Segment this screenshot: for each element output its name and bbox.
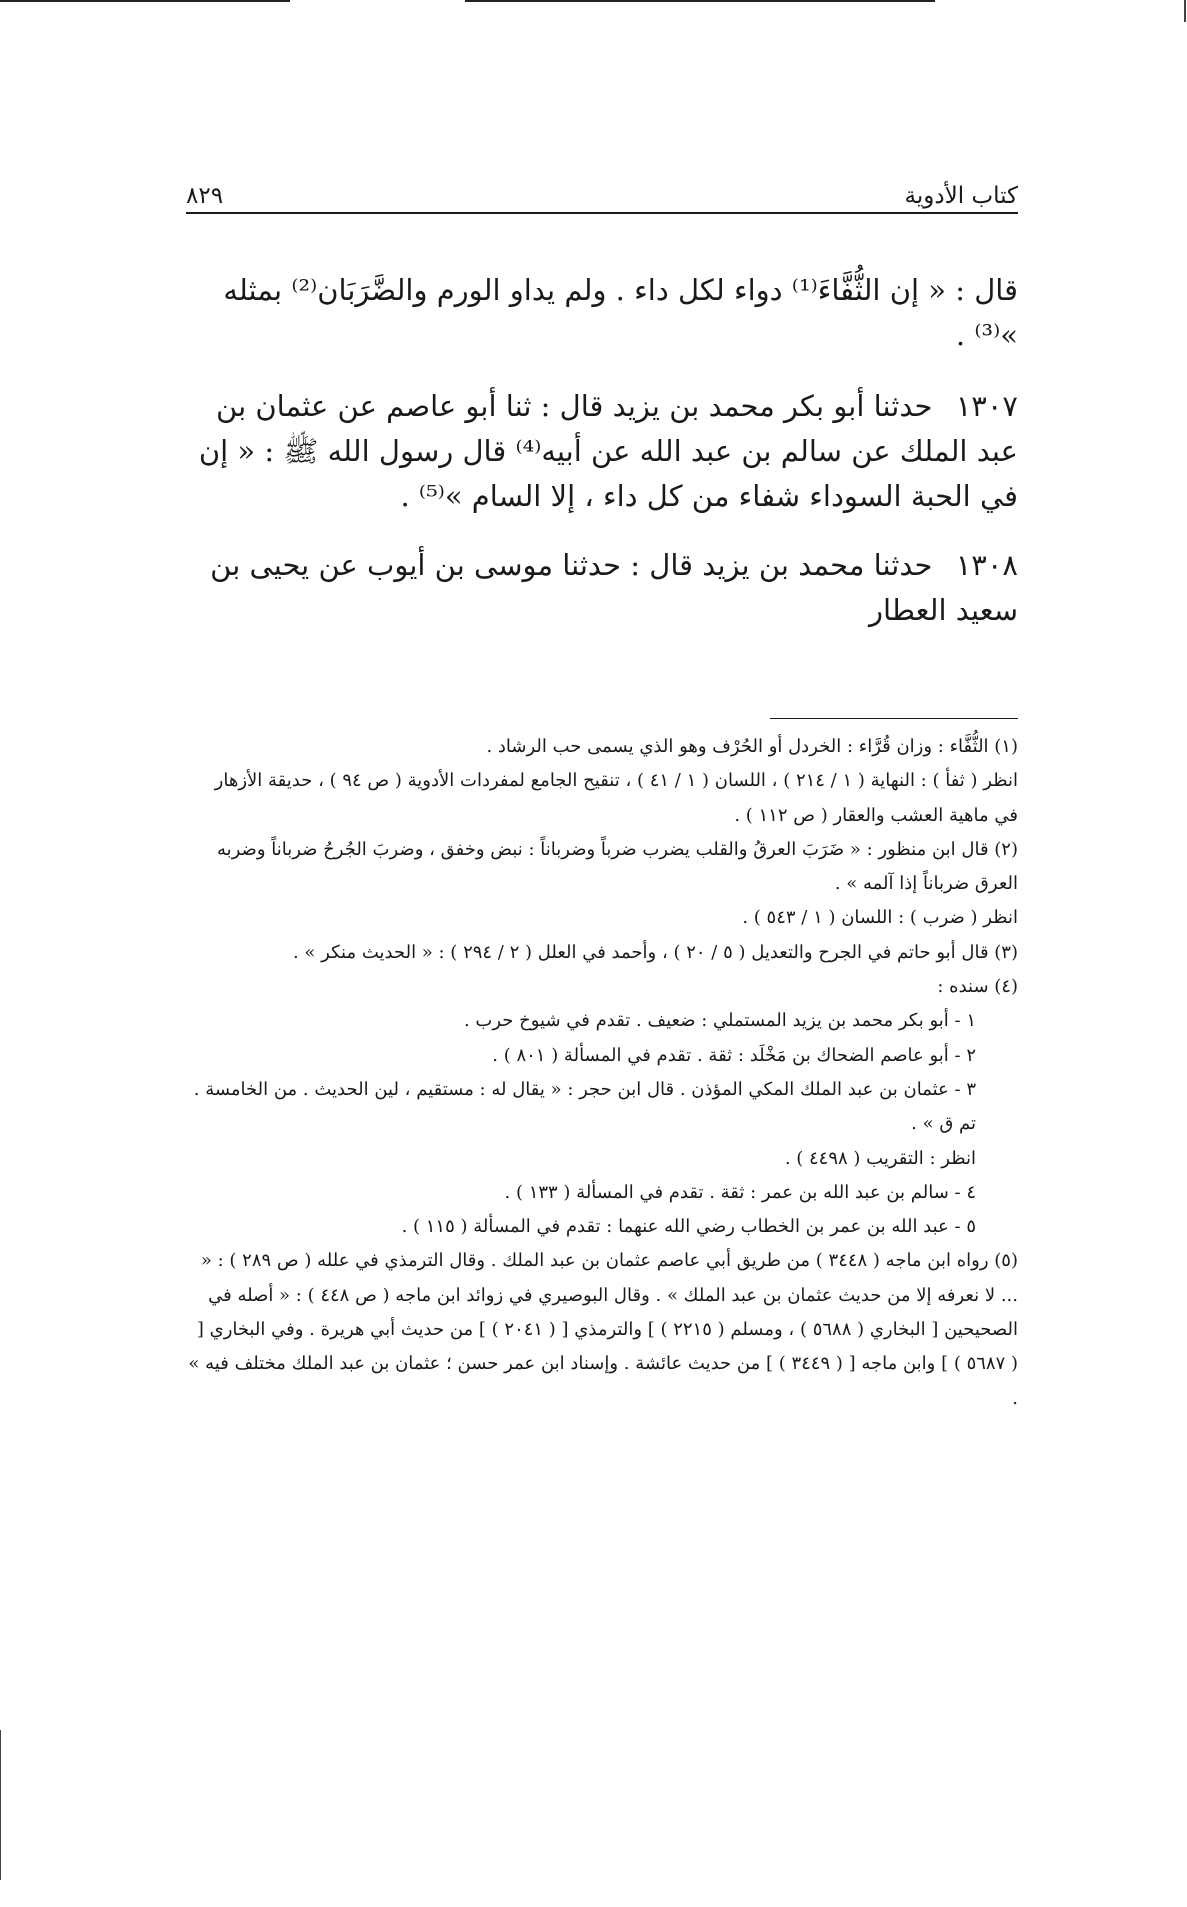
footnote-4-item-2: ٢ - أبو عاصم الضحاك بن مَخْلَد : ثقة . تقدم في المسألة ( ٨٠١ ) .	[492, 1044, 976, 1066]
hadith-1307	[186, 384, 1018, 519]
hadith-1308	[186, 543, 1018, 633]
footnote-4-item-5: ٥ - عبد الله بن عمر بن الخطاب رضي الله عنهما : تقدم في المسألة ( ١١٥ ) .	[401, 1216, 976, 1238]
scan-edge-mark	[1184, 0, 1186, 22]
book-title: كتاب الأدوية	[904, 183, 1018, 209]
footnote-3: (٣) قال أبو حاتم في الجرح والتعديل ( ٥ / ٢٠ ) ، وأحمد في العلل ( ٢ / ٢٩٤ ) : « الحديث منكر » .	[292, 941, 1018, 963]
footnotes	[186, 730, 1018, 1416]
top-edge-rule	[0, 0, 290, 2]
top-edge-rule	[465, 0, 935, 2]
footnote-4: (٤) سنده :	[937, 976, 1018, 998]
hadith-text: حدثنا محمد بن يزيد قال : حدثنا موسى بن أيوب عن يحيى بن سعيد العطار	[210, 548, 1018, 627]
footnote-1-refs: انظر ( ثفأ ) : النهاية ( ١ / ٢١٤ ) ، اللسان ( ١ / ٤١ ) ، تنقيح الجامع لمفردات الأدوية ( ص ٩٤ ) ، حديقة الأزهار في ماهية العشب والعقار ( ص ١١٢ ) .	[214, 770, 1018, 826]
hadith-number: ١٣٠٧	[955, 389, 1018, 423]
hadith-number: ١٣٠٨	[955, 548, 1018, 582]
scan-edge-mark	[0, 1730, 1, 1880]
hadith-text: حدثنا أبو بكر محمد بن يزيد قال : ثنا أبو عاصم عن عثمان بن عبد الملك عن سالم بن عبد الله عن أبيه⁽⁴⁾ قال رسول الله ﷺ : « إن في الحبة السوداء شفاء من كل داء ، إلا السام »⁽⁵⁾ .	[198, 389, 1018, 513]
footnote-separator	[770, 718, 1018, 719]
footnote-2-refs: انظر ( ضرب ) : اللسان ( ١ / ٥٤٣ ) .	[742, 907, 1018, 929]
footnote-1: (١) الثُّفَّاء : وزان قُرَّاء : الخردل أو الحُرْف وهو الذي يسمى حب الرشاد .	[486, 736, 1018, 757]
main-text	[186, 268, 1018, 657]
footnote-4-item-1: ١ - أبو بكر محمد بن يزيد المستملي : ضعيف . تقدم في شيوخ حرب .	[463, 1010, 976, 1032]
footnote-4-item-4: ٤ - سالم بن عبد الله بن عمر : ثقة . تقدم في المسألة ( ١٣٣ ) .	[504, 1181, 976, 1203]
page-header	[186, 174, 1018, 214]
page-number: ٨٢٩	[186, 183, 224, 209]
continuation-paragraph: قال : « إن الثُّفَّاءَ⁽¹⁾ دواء لكل داء . ولم يداو الورم والضَّرَبَان⁽²⁾ بمثله »⁽³⁾ .	[223, 273, 1018, 352]
footnote-4-item-3: ٣ - عثمان بن عبد الملك المكي المؤذن . قال ابن حجر : « يقال له : مستقيم ، لين الحديث . من الخامسة . تم ق » .	[193, 1078, 976, 1135]
footnote-2: (٢) قال ابن منظور : « ضَرَبَ العرقُ والقلب يضرب ضرباً وضرباناً : نبض وخفق ، وضربَ الجُرحُ ضرباناً وضربه العرق ضرباناً إذا آلمه » .	[216, 838, 1018, 895]
footnote-5: (٥) رواه ابن ماجه ( ٣٤٤٨ ) من طريق أبي عاصم عثمان بن عبد الملك . وقال الترمذي في علله ( ص ٢٨٩ ) : « ... لا نعرفه إلا من حديث عثمان بن عبد الملك » . وقال البوصيري في زوائد ابن ماجه ( ص ٤٤٨ ) : « أصله في الصحيحين [ البخاري ( ٥٦٨٨ ) ، ومسلم ( ٢٢١٥ ) ] والترمذي [ ( ٢٠٤١ ) ] من حديث أبي هريرة . وفي البخاري [ ( ٥٦٨٧ ) ] وابن ماجه [ ( ٣٤٤٩ ) ] من حديث عائشة . وإسناد ابن عمر حسن ؛ عثمان بن عبد الملك مختلف فيه » .	[188, 1250, 1018, 1409]
footnote-4-item-3-ref: انظر : التقريب ( ٤٤٩٨ ) .	[784, 1147, 976, 1169]
